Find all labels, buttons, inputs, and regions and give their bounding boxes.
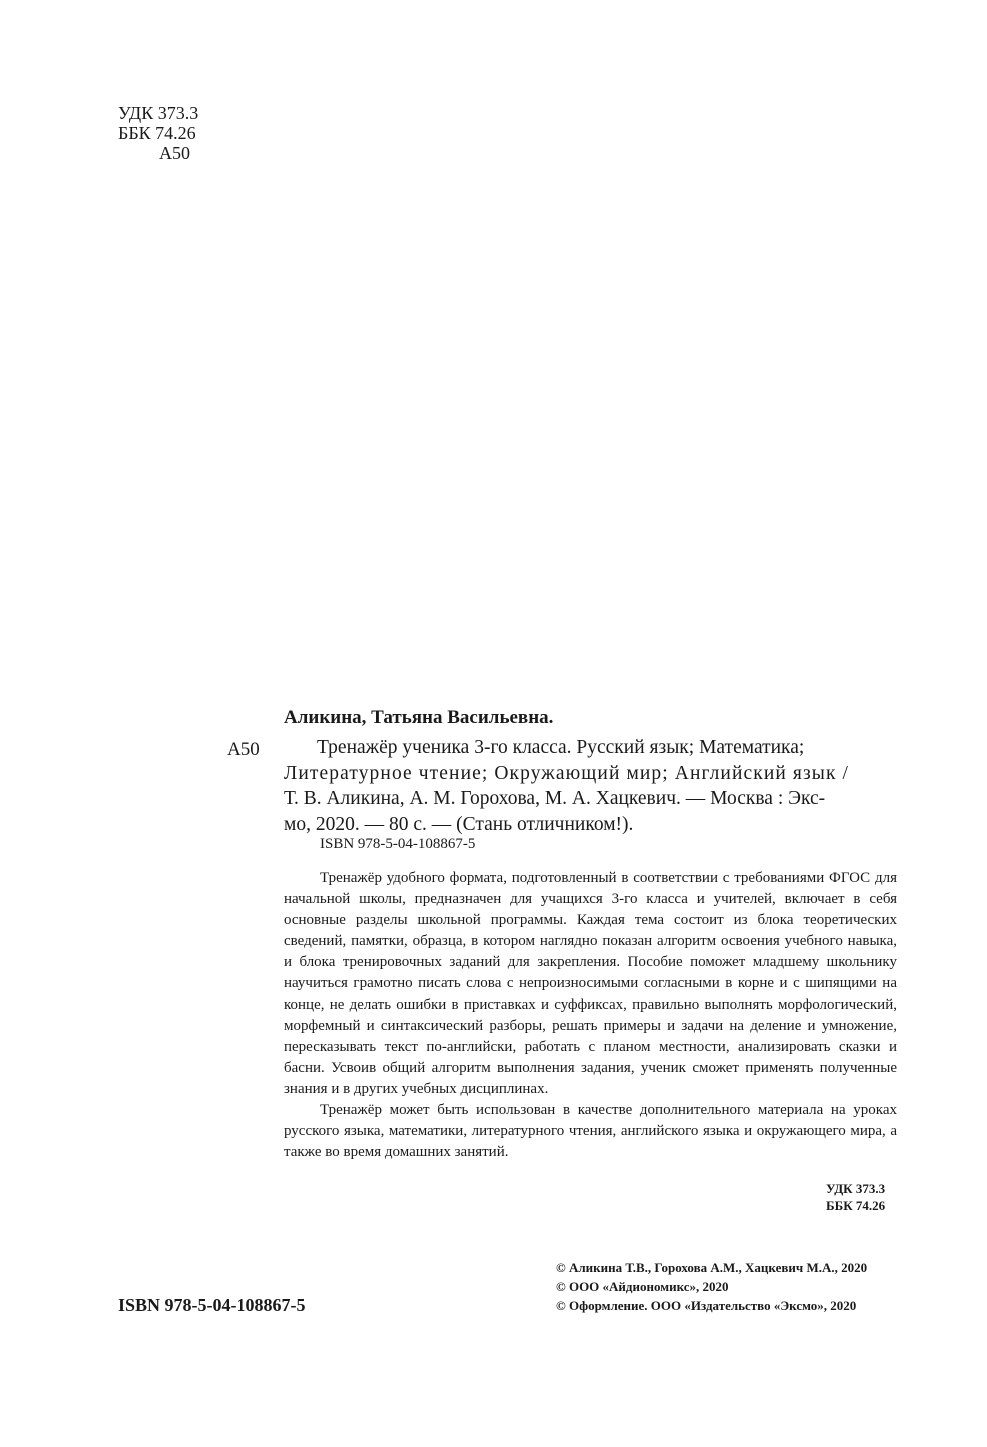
copyright-line: © ООО «Айдиономикс», 2020 bbox=[556, 1279, 729, 1294]
classification-block-top bbox=[118, 103, 198, 163]
card-isbn: ISBN 978-5-04-108867-5 bbox=[320, 836, 476, 852]
bibliographic-description bbox=[284, 735, 896, 837]
copyright-line: © Аликина Т.В., Горохова А.М., Хацкевич М.А., 2020 bbox=[556, 1260, 868, 1275]
annotation-paragraph-2: Тренажёр может быть использован в качестве дополнительного материала на уроках русского языка, математики, литературного чтения, английского языка и окружающего мира, а также во время домашних занятий. bbox=[284, 1102, 897, 1161]
bbk-code: ББК 74.26 bbox=[118, 123, 196, 143]
classification-block-bottom bbox=[826, 1180, 885, 1214]
udk-code-bottom: УДК 373.3 bbox=[826, 1181, 886, 1196]
bib-line: Тренажёр ученика 3-го класса. Русский язык; Математика; bbox=[317, 737, 805, 758]
isbn-bottom: ISBN 978-5-04-108867-5 bbox=[118, 1295, 306, 1315]
bib-line: мо, 2020. — 80 с. — (Стань отличником!). bbox=[284, 813, 634, 835]
author-heading: Аликина, Татьяна Васильевна. bbox=[284, 707, 554, 728]
copyright-line: © Оформление. ООО «Издательство «Эксмо», 2020 bbox=[556, 1298, 857, 1313]
bib-line: Т. В. Аликина, А. М. Горохова, М. А. Хацкевич. — Москва : Экс- bbox=[284, 788, 826, 809]
author-code: А50 bbox=[159, 143, 190, 163]
bib-line: Литературное чтение; Окружающий мир; Английский язык / bbox=[284, 762, 850, 784]
annotation bbox=[284, 868, 897, 1163]
card-author-code: А50 bbox=[227, 739, 260, 760]
udk-code: УДК 373.3 bbox=[118, 103, 199, 123]
copyright-block bbox=[556, 1258, 867, 1315]
bbk-code-bottom: ББК 74.26 bbox=[826, 1198, 886, 1213]
annotation-paragraph-1: Тренажёр удобного формата, подготовленный в соответствии с требованиями ФГОС для начальной школы, предназначен для учащихся 3-го класса и учителей, включает в себя основные разделы школьной программы. Каждая тема состоит из блока теоретических сведений, памятки, образца, в котором наглядно показан алгоритм освоения учебного навыка, и блока тренировочных заданий для закрепления. Пособие поможет младшему школьнику научиться грамотно писать слова с непроизносимыми согласными в корне и с шипящими на конце, не делать ошибки в приставках и суффиксах, правильно выполнять морфологический, морфемный и синтаксический разборы, решать примеры и задачи на деление и умножение, пересказывать текст по-английски, работать с планом местности, анализировать сказки и басни. Усвоив общий алгоритм выполнения задания, ученик сможет применять полученные знания и в других учебных дисциплинах. bbox=[284, 870, 897, 1097]
